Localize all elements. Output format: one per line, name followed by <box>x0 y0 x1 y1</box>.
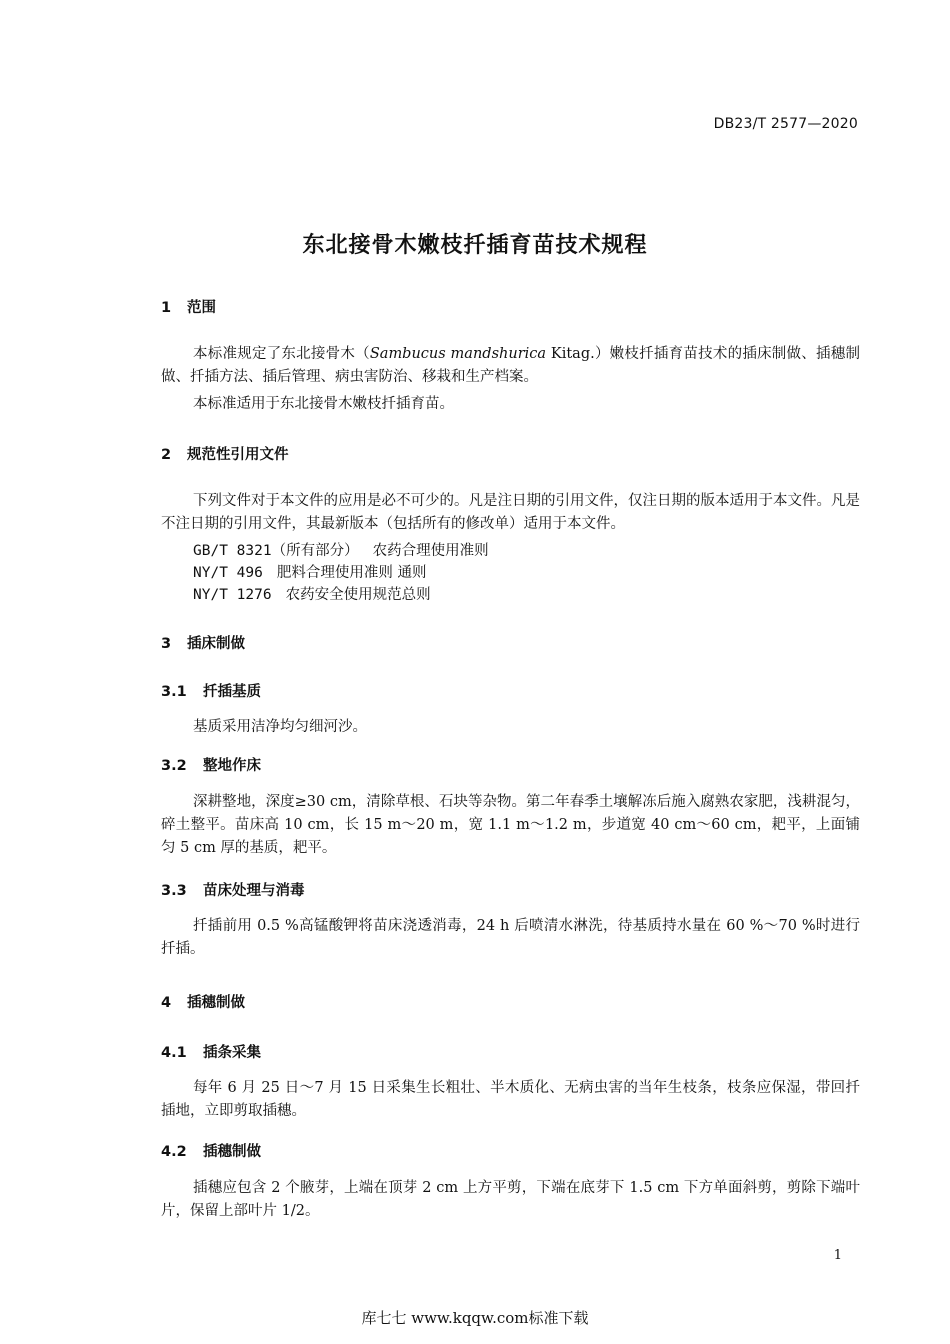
subsection-title: 苗床处理与消毒 <box>203 883 305 899</box>
subsection-title: 整地作床 <box>203 758 261 774</box>
section-heading-1 <box>161 296 216 317</box>
standard-code: DB23/T 2577—2020 <box>713 116 858 132</box>
subsection-number: 3.2 <box>161 758 187 774</box>
footer-watermark: 库七七 www.kqqw.com标准下载 <box>361 1309 589 1327</box>
page-number: 1 <box>833 1248 842 1263</box>
section-title: 插穗制做 <box>187 995 245 1011</box>
reference-item <box>193 562 426 584</box>
section-number: 2 <box>161 447 172 463</box>
section-title: 范围 <box>187 300 216 316</box>
section-heading-2 <box>161 443 289 464</box>
section-title: 插床制做 <box>187 636 245 652</box>
reference-code: NY/T 496 <box>193 565 263 581</box>
section-heading-4 <box>161 991 245 1012</box>
section-heading-3 <box>161 632 245 653</box>
scope-text-a: 本标准规定了东北接骨木（ <box>193 346 370 362</box>
section-title: 规范性引用文件 <box>187 447 289 463</box>
subsection-title: 插穗制做 <box>203 1144 261 1160</box>
reference-item <box>193 540 489 562</box>
section-number: 4 <box>161 995 172 1011</box>
subsection-title: 插条采集 <box>203 1045 261 1061</box>
subsection-heading-4-2 <box>161 1140 261 1161</box>
subsection-number: 4.2 <box>161 1144 187 1160</box>
reference-title: 肥料合理使用准则 通则 <box>276 565 427 581</box>
subsection-heading-3-3 <box>161 879 305 900</box>
subsection-heading-3-2 <box>161 754 261 775</box>
reference-code: GB/T 8321（所有部分） <box>193 543 359 559</box>
paragraph-4-1: 每年 6 月 25 日～7 月 15 日采集生长粗壮、半木质化、无病虫害的当年生枝条，枝条应保湿，带回扦插地，立即剪取插穗。 <box>161 1080 860 1119</box>
latin-name: Sambucus mandshurica <box>369 346 547 362</box>
reference-item <box>193 584 431 606</box>
paragraph-3-1: 基质采用洁净均匀细河沙。 <box>193 719 367 735</box>
section-number: 1 <box>161 300 172 316</box>
paragraph-applicability: 本标准适用于东北接骨木嫩枝扦插育苗。 <box>193 396 454 412</box>
reference-title: 农药安全使用规范总则 <box>285 587 431 603</box>
subsection-number: 3.3 <box>161 883 187 899</box>
subsection-number: 4.1 <box>161 1045 187 1061</box>
paragraph-normative-refs: 下列文件对于本文件的应用是必不可少的。凡是注日期的引用文件，仅注日期的版本适用于本文件。凡是不注日期的引用文件，其最新版本（包括所有的修改单）适用于本文件。 <box>161 493 860 532</box>
subsection-number: 3.1 <box>161 684 187 700</box>
paragraph-scope <box>161 343 860 389</box>
paragraph-3-2: 深耕整地，深度≥30 cm，清除草根、石块等杂物。第二年春季土壤解冻后施入腐熟农家肥，浅耕混匀，碎土整平。苗床高 10 cm，长 15 m～20 m，宽 1.1 m～1.2 m，步道宽 40 cm～60 cm，耙平，上面铺匀 5 cm 厚的基质，耙平。 <box>161 794 860 856</box>
scope-text-b: Kitag.）嫩枝扦插育苗技术的插床制做、插穗制做、扦插方法、插后管理、病虫害防治、移栽和生产档案。 <box>161 346 860 385</box>
section-number: 3 <box>161 636 172 652</box>
subsection-title: 扦插基质 <box>203 684 261 700</box>
reference-code: NY/T 1276 <box>193 587 272 603</box>
document-title: 东北接骨木嫩枝扦插育苗技术规程 <box>302 233 648 258</box>
reference-title: 农药合理使用准则 <box>372 543 489 559</box>
paragraph-4-2: 插穗应包含 2 个腋芽，上端在顶芽 2 cm 上方平剪，下端在底芽下 1.5 cm 下方单面斜剪，剪除下端叶片，保留上部叶片 1/2。 <box>161 1180 860 1219</box>
paragraph-3-3: 扦插前用 0.5 %高锰酸钾将苗床浇透消毒，24 h 后喷清水淋洗，待基质持水量在 60 %～70 %时进行扦插。 <box>161 918 860 957</box>
subsection-heading-3-1 <box>161 680 261 701</box>
subsection-heading-4-1 <box>161 1041 261 1062</box>
